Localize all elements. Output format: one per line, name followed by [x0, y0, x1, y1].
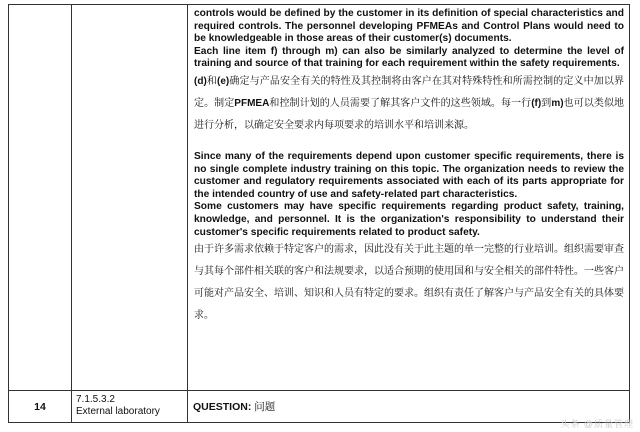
- chinese-paragraph: 由于许多需求依赖于特定客户的需求，因此没有关于此主题的单一完整的行业培训。组织需要审查与其每个部件相关联的客户和法规要求，以适合预期的使用国和与安全相关的部件特性。一些客户可能对产品安全、培训、知识和人员有特定的要求。组织有责任了解客户与产品安全有关的具体要求。: [194, 244, 624, 322]
- clause-cell: [72, 391, 188, 423]
- requirements-table: [8, 4, 630, 423]
- watermark: 头条 @质量管理: [560, 419, 634, 429]
- chinese-paragraph: (d)和(e)确定与产品安全有关的特性及其控制将由客户在其对特殊特性和所需控制的定义中加以界定。制定PFMEA和控制计划的人员需要了解其客户文件的这些领域。每一行(f)到m)也可以类似地进行分析，以确定安全要求内每项要求的培训水平和培训来源。: [194, 75, 625, 131]
- row-number-cell: 14: [9, 391, 72, 423]
- english-paragraph: controls would be defined by the customer in its definition of special characteristics and required controls. The personnel developing PFMEAs and Control Plans would need to be knowledgeable in those areas of their customer(s) documents.: [194, 8, 624, 45]
- content-cell: [188, 5, 630, 391]
- table-row: [9, 391, 630, 423]
- table-row: [9, 5, 630, 391]
- clause-cell: [72, 5, 188, 391]
- clause-title: External laboratory: [76, 406, 160, 417]
- clause-code: 7.1.5.3.2: [76, 394, 115, 405]
- row-number-cell: [9, 5, 72, 391]
- english-paragraph: Since many of the requirements depend upon customer specific requirements, there is no single complete industry training on this topic. The organization needs to review the customer and regulatory requirements associated with each of its parts appropriate for the intended country of use and safety-related part characteristics.: [194, 150, 624, 200]
- question-label-zh: 问题: [254, 401, 276, 413]
- english-paragraph: Each line item f) through m) can also be similarly analyzed to determine the level of training and source of that training for each requirement within the safety requirements.: [194, 45, 624, 70]
- question-label: QUESTION:: [193, 401, 252, 413]
- english-paragraph: Some customers may have specific requirements regarding product safety, training, knowledge, and personnel. It is the organization's responsibility to understand their customer's specific requirements related to product safety.: [194, 201, 624, 238]
